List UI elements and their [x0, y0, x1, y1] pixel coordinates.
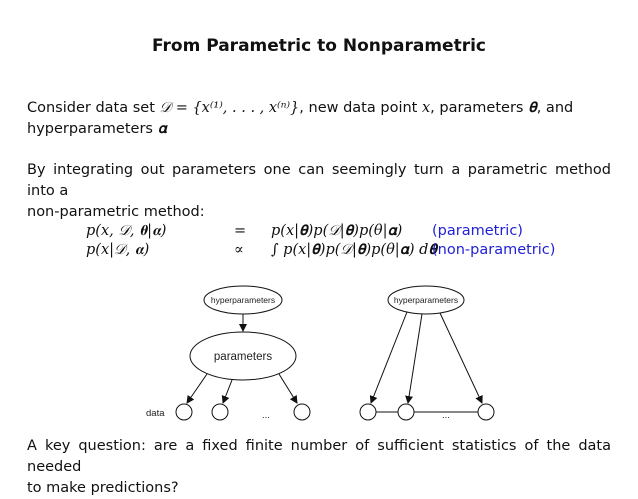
param-to-data3-arrow [279, 374, 297, 403]
slide-title: From Parametric to Nonparametric [151, 36, 486, 56]
param-to-data2-arrow [223, 380, 232, 403]
left-hyperparameters-label: hyperparameters [210, 295, 276, 305]
intro-text-b: , new data point [299, 100, 422, 116]
param-to-data1-arrow [187, 374, 207, 403]
left-diagram [146, 286, 310, 421]
data-node-3 [294, 404, 310, 420]
hyper-to-data1-arrow [371, 312, 407, 403]
intro-text-e: hyperparameters [27, 121, 158, 137]
eq1-rhs: p(x|𝛉)p(𝒟|𝛉)p(θ|𝛂) [271, 223, 403, 239]
left-ellipsis: ... [262, 410, 270, 421]
intro-text-d: , and [536, 100, 574, 116]
data-node-2 [212, 404, 228, 420]
right-data-node-2 [398, 404, 414, 420]
x-math: x [421, 100, 431, 116]
theta-math: 𝛉 [528, 100, 537, 116]
data-node-1 [176, 404, 192, 420]
question-paragraph [27, 436, 611, 499]
parameters-label: parameters [213, 351, 273, 363]
right-hyperparameters-label: hyperparameters [393, 295, 459, 305]
data-label: data [146, 408, 165, 419]
intro-text-c: , parameters [430, 100, 529, 116]
integrate-line1: By integrating out parameters one can seemingly turn a parametric method into a [27, 162, 611, 199]
hyper-to-data2-arrow [408, 314, 422, 403]
dataset-math: 𝒟 = {x⁽¹⁾, . . . , x⁽ⁿ⁾} [159, 100, 300, 116]
eq1-op: = [234, 223, 247, 239]
eq2-lhs: p(x|𝒟, 𝛂) [86, 242, 150, 258]
right-data-node-3 [478, 404, 494, 420]
hyper-to-data3-arrow [440, 313, 482, 403]
alpha-math: 𝛂 [157, 121, 167, 137]
eq1-tag: (parametric) [432, 223, 523, 239]
intro-text-a: Consider data set [27, 100, 160, 116]
eq2-tag: (non-parametric) [432, 242, 556, 258]
question-line1: A key question: are a fixed finite number of sufficient statistics of the data needed [27, 438, 611, 475]
eq2-op: ∝ [234, 242, 244, 258]
eq2-rhs: ∫ p(x|𝛉)p(𝒟|𝛉)p(θ|𝛂) d𝛉 [271, 242, 438, 258]
eq1-lhs: p(x, 𝒟, 𝛉|𝛂) [86, 223, 167, 239]
right-data-node-1 [360, 404, 376, 420]
question-line2: to make predictions? [27, 480, 179, 496]
right-diagram [360, 286, 494, 421]
integrate-line2: non-parametric method: [27, 204, 205, 220]
right-ellipsis: ... [442, 410, 450, 421]
